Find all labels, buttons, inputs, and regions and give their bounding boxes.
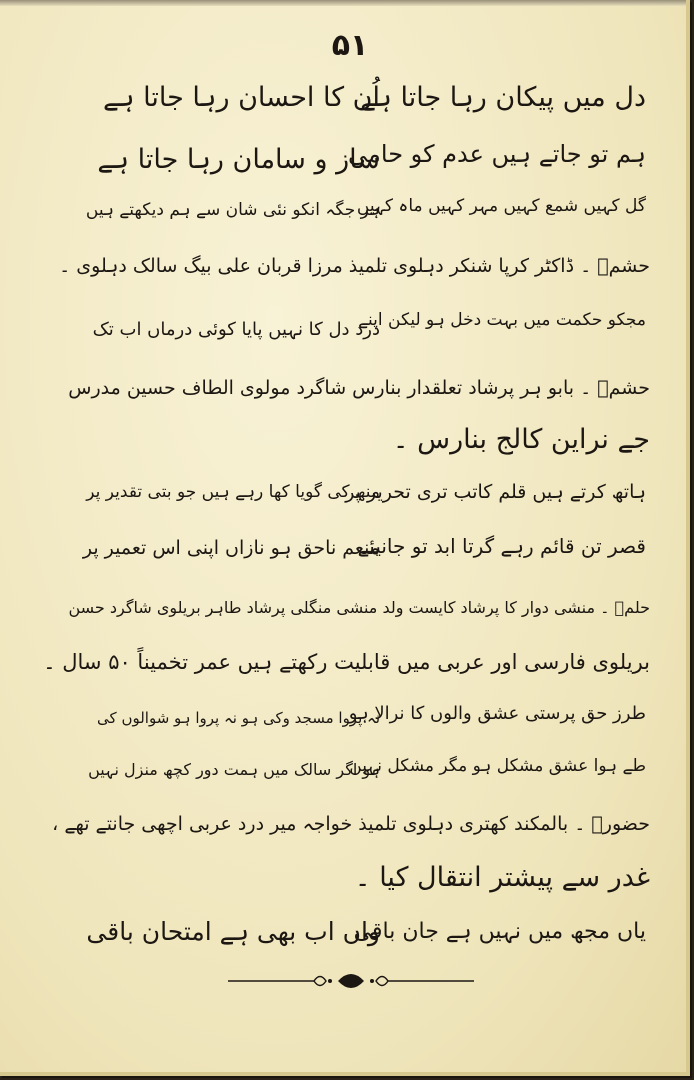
poet-entry-huzur-line-2: غدر سے پیشتر انتقال کیا ۔: [354, 862, 650, 893]
couplet-6-first-hemistich: قصر تن قائم رہے گرتا ابد تو جانیئے: [357, 534, 646, 558]
couplet-4-first-hemistich: مجکو حکمت میں بہت دخل ہو لیکن اپنے: [358, 310, 646, 330]
couplet-7-second-hemistich: نہ پروا مسجد وکی ہو نہ پروا ہو شوالوں کی: [97, 709, 380, 727]
couplet-2-first-hemistich: ہم تو جاتے ہیں عدم کو حامی: [348, 140, 646, 168]
couplet-3-first-hemistich: گل کہیں شمع کہیں مہر کہیں ماہ کہیں: [356, 196, 646, 216]
couplet-9-second-hemistich: واں اب بھی ہے امتحان باقی: [86, 917, 380, 946]
couplet-1-first-hemistich: دل میں پیکان رہا جاتا ہے: [360, 82, 646, 113]
couplet-1-second-hemistich: اُن کا احسان رہا جاتا ہے: [102, 82, 380, 113]
poet-entry-hilm-line-2: بریلوی فارسی اور عربی میں قابلیت رکھتے ہیں عمر تخمیناً ۵۰ سال ۔: [43, 650, 650, 674]
couplet-6-second-hemistich: منعم ناحق ہو نازاں اپنی اس تعمیر پر: [82, 537, 380, 559]
couplet-7-first-hemistich: طرز حق پرستی عشق والوں کا نرالا ہو: [348, 703, 646, 724]
ornamental-divider-icon: [226, 966, 476, 996]
couplet-8-first-hemistich: طے ہوا عشق مشکل ہو مگر مشکل نہیں: [349, 756, 646, 776]
couplet-4-second-hemistich: درد دل کا نہیں پایا کوئی درماں اب تک: [92, 319, 380, 340]
poet-entry-hashm-2-line-1: حشمؔ ۔ بابو ہر پرشاد تعلقدار بنارس شاگرد مولوی الطاف حسین مدرس: [68, 377, 650, 399]
poet-entry-hashm-2-line-2: جے نراین کالج بنارس ۔: [392, 424, 650, 455]
page-number: ۵۱: [331, 28, 369, 63]
poet-entry-hashm-1: حشمؔ ۔ ڈاکٹر کرپا شنکر دہلوی تلمیذ مرزا قربان علی بیگ سالک دہلوی ۔: [59, 255, 650, 277]
couplet-5-second-hemistich: منھ کی گویا کھا رہے ہیں جو بتی تقدیر پر: [86, 482, 380, 502]
page-top-edge: [0, 0, 686, 6]
couplet-2-second-hemistich: ساز و سامان رہا جاتا ہے: [97, 144, 380, 175]
couplet-3-second-hemistich: ہر جگہ انکو نئی شان سے ہم دیکھتے ہیں: [85, 200, 380, 220]
couplet-8-second-hemistich: ہو اگر سالک میں ہمت دور کچھ منزل نہیں: [88, 760, 380, 779]
couplet-5-first-hemistich: ہاتھ کرتے ہیں قلم کاتب تری تحریر پر: [345, 481, 646, 503]
poet-entry-huzur-line-1: حضورؔ ۔ بالمکند کھتری دہلوی تلمیذ خواجہ میر درد عربی اچھی جانتے تھے ،: [52, 813, 650, 835]
poet-entry-hilm-line-1: حلمؔ ۔ منشی دوار کا پرشاد کایست ولد منشی منگلی پرشاد طاہر بریلوی شاگرد حسن: [68, 598, 650, 617]
couplet-9-first-hemistich: یاں مجھ میں نہیں ہے جان باقی: [353, 919, 646, 944]
